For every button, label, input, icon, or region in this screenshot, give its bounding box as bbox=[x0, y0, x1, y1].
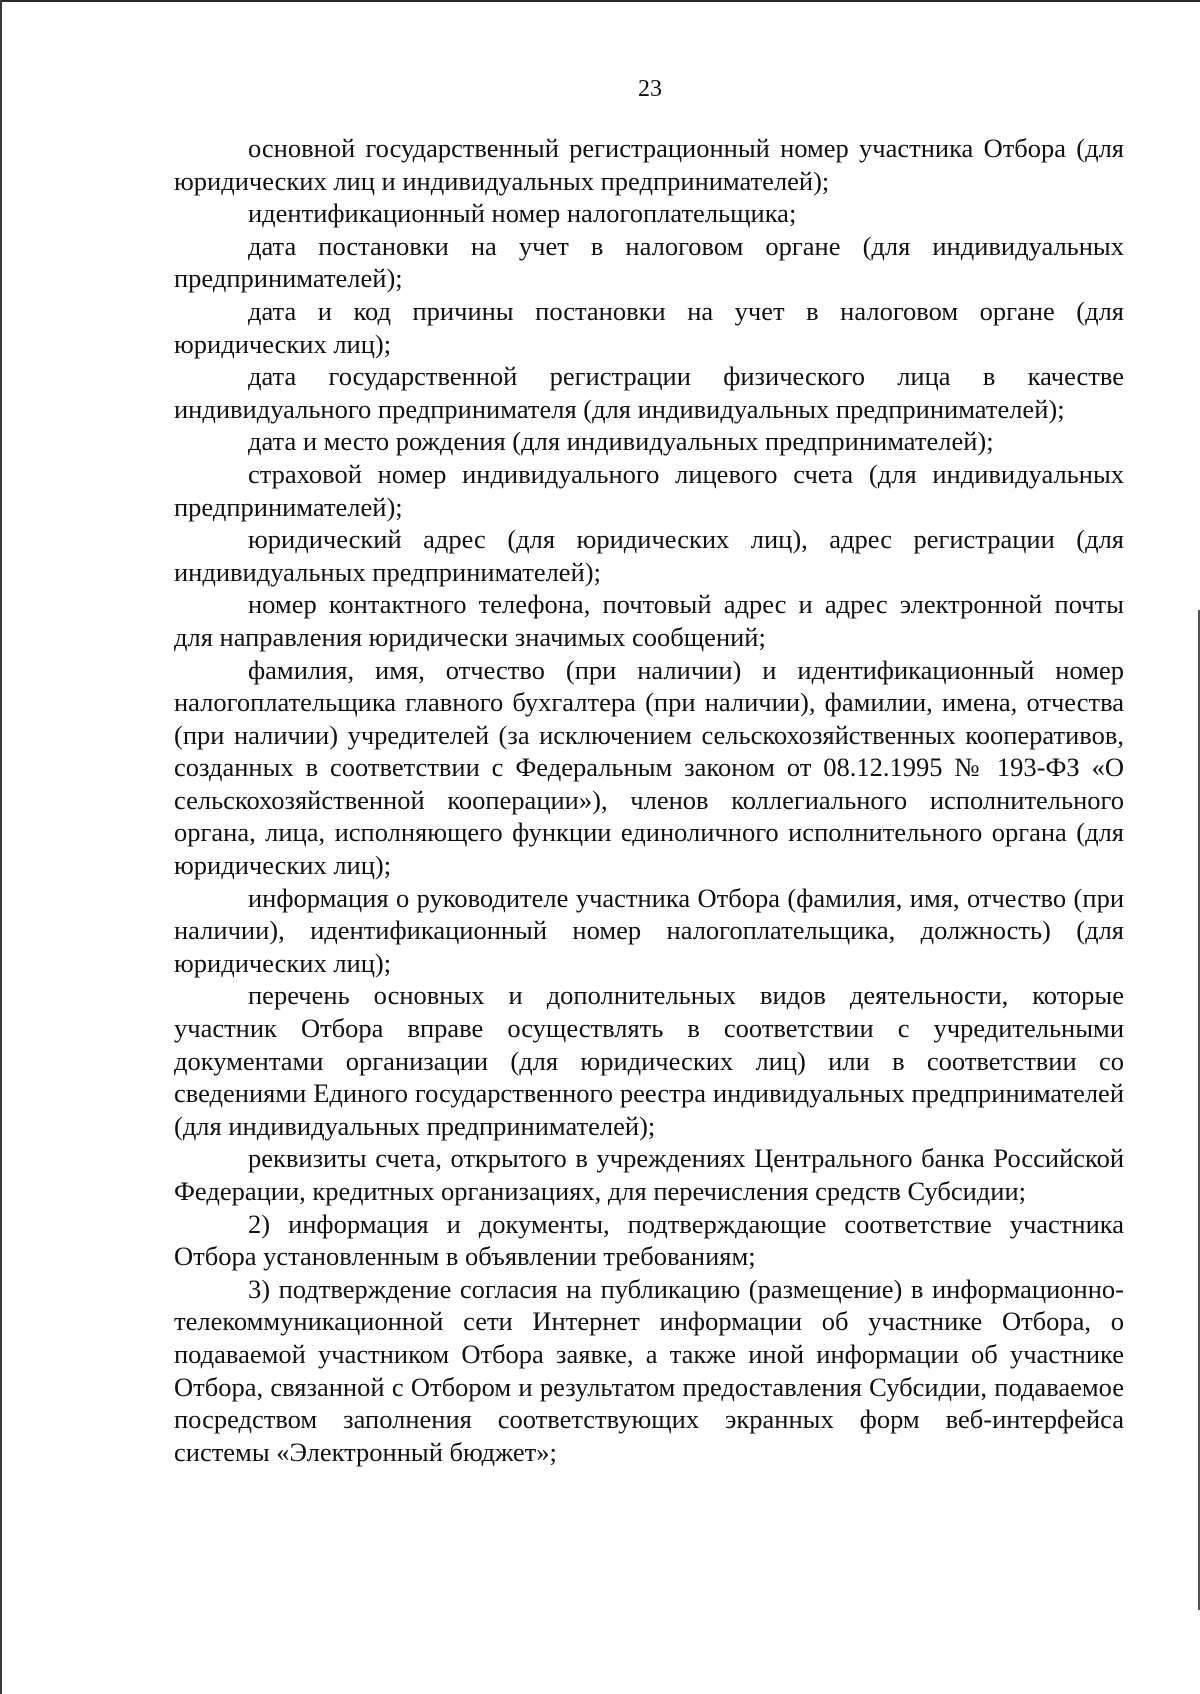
paragraph-ogrn: основной государственный регистрационный номер участника Отбора (для юридических лиц и индивидуальных предпринимателей); bbox=[174, 133, 1124, 196]
paragraph-legal-address: юридический адрес (для юридических лиц), адрес регистрации (для индивидуальных предпринимателей); bbox=[174, 524, 1124, 587]
paragraph-kpp: дата и код причины постановки на учет в налоговом органе (для юридических лиц); bbox=[174, 295, 1124, 359]
paragraph-director-info: информация о руководителе участника Отбора (фамилия, имя, отчество (при наличии), идентификационный номер налогоплательщика, должность) (для юридических лиц); bbox=[174, 882, 1124, 978]
paragraph-birth-date-place: дата и место рождения (для индивидуальных предпринимателей); bbox=[248, 426, 994, 457]
page-number: 23 bbox=[638, 76, 662, 102]
paragraph-bank-details: реквизиты счета, открытого в учреждениях Центрального банка Российской Федерации, кредитных организациях, для перечисления средств Субсидии; bbox=[174, 1143, 1124, 1206]
paragraph-contacts: номер контактного телефона, почтовый адрес и адрес электронной почты для направления юридически значимых сообщений; bbox=[174, 589, 1124, 652]
paragraph-item-3: 3) подтверждение согласия на публикацию (размещение) в информационно-телекоммуникационной сети Интернет информации об участнике Отбора, о подаваемой участником Отбора заявке, а также иной информации об участнике Отбора, связанной с Отбором и результатом предоставления Субсидии, подаваемое посредством заполнения соответствующих экранных форм веб-интерфейса системы «Электронный бюджет»; bbox=[174, 1273, 1124, 1467]
scan-edge-top bbox=[0, 0, 1200, 2]
paragraph-inn: идентификационный номер налогоплательщика; bbox=[248, 198, 797, 229]
paragraph-snils: страховой номер индивидуального лицевого счета (для индивидуальных предпринимателей); bbox=[174, 458, 1124, 522]
scan-edge-left bbox=[0, 0, 2, 1694]
paragraph-tax-registration-date: дата постановки на учет в налоговом органе (для индивидуальных предпринимателей); bbox=[174, 230, 1124, 294]
paragraph-ip-registration-date: дата государственной регистрации физического лица в качестве индивидуального предпринимателя (для индивидуальных предпринимателей); bbox=[174, 361, 1124, 424]
document-body bbox=[174, 132, 1124, 1468]
paragraph-item-2: 2) информация и документы, подтверждающие соответствие участника Отбора установленным в объявлении требованиям; bbox=[174, 1208, 1124, 1272]
paragraph-activity-types: перечень основных и дополнительных видов деятельности, которые участник Отбора вправе осуществлять в соответствии с учредительными документами организации (для юридических лиц) или в соответствии со сведениями Единого государственного реестра индивидуальных предпринимателей (для индивидуальных предпринимателей); bbox=[174, 980, 1124, 1141]
paragraph-accountant-founders: фамилия, имя, отчество (при наличии) и идентификационный номер налогоплательщика главного бухгалтера (при наличии), фамилии, имена, отчества (при наличии) учредителей (за исключением сельскохозяйственных кооперативов, созданных в соответствии с Федеральным законом от 08.12.1995 № 193-ФЗ «О сельскохозяйственной кооперации»), членов коллегиального исполнительного органа, лица, исполняющего функции единоличного исполнительного органа (для юридических лиц); bbox=[174, 654, 1124, 881]
